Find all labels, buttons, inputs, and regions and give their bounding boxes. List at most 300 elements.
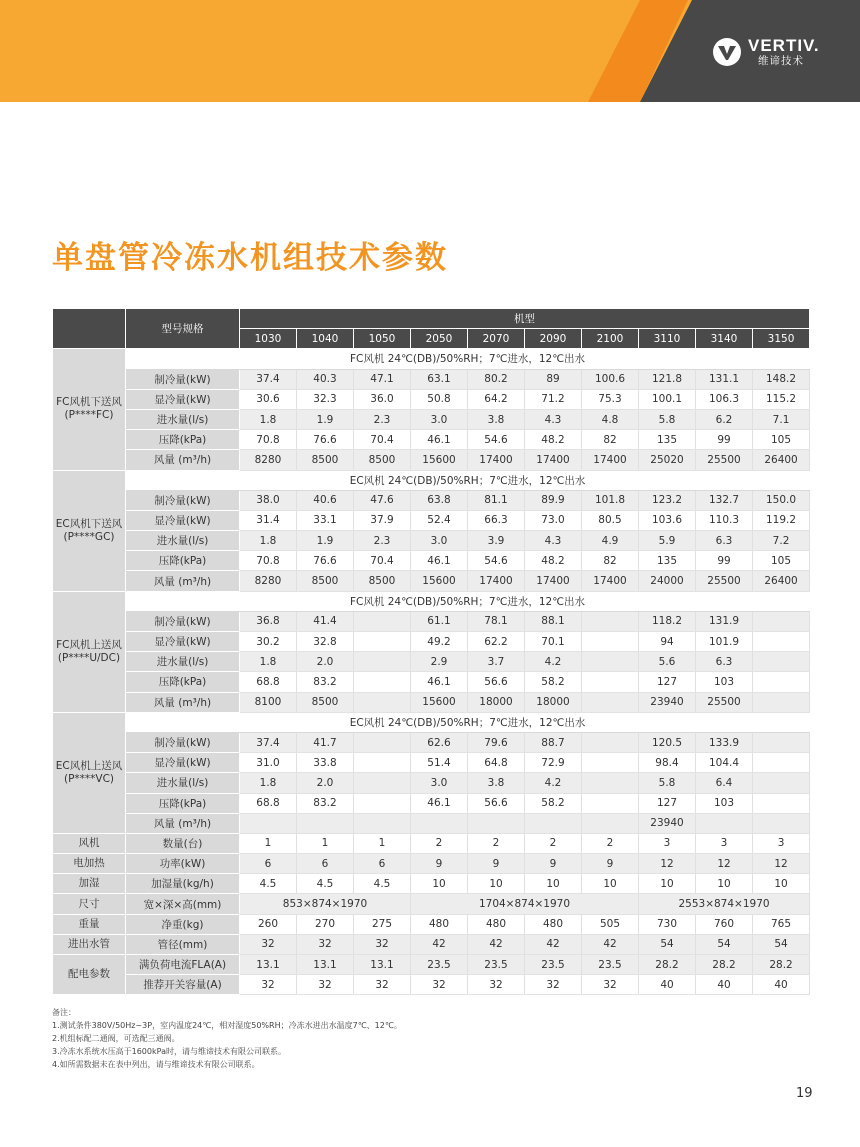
- value-cell: 26400: [753, 450, 810, 470]
- value-cell: 30.6: [240, 389, 297, 409]
- value-cell: 99: [696, 551, 753, 571]
- value-cell: 23.5: [582, 955, 639, 975]
- group-label: EC风机下送风(P****GC): [53, 470, 126, 591]
- value-cell: 1704×874×1970: [411, 894, 639, 914]
- model-cell: 2100: [582, 329, 639, 349]
- value-cell: 15600: [411, 571, 468, 591]
- condition-text: FC风机 24℃(DB)/50%RH；7℃进水，12℃出水: [126, 591, 810, 611]
- value-cell: 52.4: [411, 510, 468, 530]
- value-cell: 765: [753, 914, 810, 934]
- value-cell: 46.1: [411, 793, 468, 813]
- value-cell: 30.2: [240, 632, 297, 652]
- value-cell: 32: [411, 975, 468, 995]
- value-cell: 64.2: [468, 389, 525, 409]
- condition-row: [53, 349, 810, 369]
- value-cell: 105: [753, 551, 810, 571]
- value-cell: 9: [411, 854, 468, 874]
- value-cell: 4.5: [297, 874, 354, 894]
- value-cell: 103: [696, 672, 753, 692]
- value-cell: 1.8: [240, 531, 297, 551]
- value-cell: 40.3: [297, 369, 354, 389]
- table-row: [53, 672, 810, 692]
- value-cell: 101.8: [582, 490, 639, 510]
- value-cell: 81.1: [468, 490, 525, 510]
- page-title: 单盘管冷冻水机组技术参数: [52, 240, 448, 276]
- value-cell: 25500: [696, 571, 753, 591]
- value-cell: 9: [525, 854, 582, 874]
- value-cell: 56.6: [468, 672, 525, 692]
- note-line: 2.机组标配二通阀，可选配三通阀。: [52, 1034, 180, 1043]
- value-cell: 23.5: [411, 955, 468, 975]
- value-cell: 76.6: [297, 430, 354, 450]
- value-cell: 3.8: [468, 409, 525, 429]
- value-cell: 1: [354, 833, 411, 853]
- value-cell: 56.6: [468, 793, 525, 813]
- value-cell: 3.0: [411, 409, 468, 429]
- value-cell: 480: [411, 914, 468, 934]
- value-cell: 104.4: [696, 753, 753, 773]
- table-row: [53, 955, 810, 975]
- value-cell: 2: [468, 833, 525, 853]
- value-cell: 1.8: [240, 773, 297, 793]
- table-row: [53, 692, 810, 712]
- group-label: 电加热: [53, 854, 126, 874]
- value-cell: 8500: [354, 450, 411, 470]
- value-cell: 37.4: [240, 369, 297, 389]
- value-cell: 3: [753, 833, 810, 853]
- value-cell: 7.2: [753, 531, 810, 551]
- value-cell: 82: [582, 430, 639, 450]
- row-label: 制冷量(kW): [126, 732, 240, 752]
- value-cell: 3.0: [411, 773, 468, 793]
- value-cell: 17400: [468, 450, 525, 470]
- value-cell: 760: [696, 914, 753, 934]
- value-cell: 41.4: [297, 611, 354, 631]
- value-cell: 36.0: [354, 389, 411, 409]
- value-cell: 6.2: [696, 409, 753, 429]
- table-row: [53, 450, 810, 470]
- group-label: FC风机下送风(P****FC): [53, 349, 126, 470]
- row-label: 压降(kPa): [126, 793, 240, 813]
- row-label: 加湿量(kg/h): [126, 874, 240, 894]
- row-label: 显冷量(kW): [126, 389, 240, 409]
- value-cell: 28.2: [696, 955, 753, 975]
- value-cell: 18000: [525, 692, 582, 712]
- table-row: [53, 430, 810, 450]
- table-row: [53, 975, 810, 995]
- value-cell: 48.2: [525, 551, 582, 571]
- value-cell: 270: [297, 914, 354, 934]
- value-cell: 28.2: [639, 955, 696, 975]
- value-cell: 68.8: [240, 793, 297, 813]
- value-cell: [753, 753, 810, 773]
- group-label: EC风机上送风(P****VC): [53, 712, 126, 833]
- value-cell: 480: [468, 914, 525, 934]
- condition-row: [53, 470, 810, 490]
- value-cell: 54: [696, 934, 753, 954]
- value-cell: 4.5: [354, 874, 411, 894]
- row-label: 净重(kg): [126, 914, 240, 934]
- value-cell: 1: [297, 833, 354, 853]
- row-label: 功率(kW): [126, 854, 240, 874]
- value-cell: 119.2: [753, 510, 810, 530]
- value-cell: [354, 793, 411, 813]
- value-cell: 70.4: [354, 430, 411, 450]
- value-cell: 32: [240, 975, 297, 995]
- value-cell: 8500: [297, 692, 354, 712]
- row-label: 风量 (m³/h): [126, 571, 240, 591]
- table-row: [53, 510, 810, 530]
- value-cell: 17400: [525, 450, 582, 470]
- value-cell: 46.1: [411, 551, 468, 571]
- value-cell: 70.8: [240, 430, 297, 450]
- value-cell: 10: [753, 874, 810, 894]
- table-row: [53, 934, 810, 954]
- table-row: [53, 611, 810, 631]
- table-row: [53, 773, 810, 793]
- row-label: 风量 (m³/h): [126, 813, 240, 833]
- value-cell: 32.3: [297, 389, 354, 409]
- value-cell: 89: [525, 369, 582, 389]
- value-cell: 32: [354, 934, 411, 954]
- value-cell: 115.2: [753, 389, 810, 409]
- table-row: [53, 894, 810, 914]
- value-cell: 3.7: [468, 652, 525, 672]
- model-header: 机型: [240, 309, 810, 329]
- value-cell: 98.4: [639, 753, 696, 773]
- value-cell: [582, 813, 639, 833]
- value-cell: 6: [240, 854, 297, 874]
- value-cell: 7.1: [753, 409, 810, 429]
- value-cell: 62.2: [468, 632, 525, 652]
- value-cell: 89.9: [525, 490, 582, 510]
- value-cell: 131.1: [696, 369, 753, 389]
- group-label: 加湿: [53, 874, 126, 894]
- value-cell: 480: [525, 914, 582, 934]
- value-cell: 54.6: [468, 551, 525, 571]
- value-cell: 1.9: [297, 531, 354, 551]
- value-cell: 32: [468, 975, 525, 995]
- row-label: 进水量(l/s): [126, 773, 240, 793]
- value-cell: 9: [582, 854, 639, 874]
- row-label: 显冷量(kW): [126, 753, 240, 773]
- table-row: [53, 833, 810, 853]
- row-label: 压降(kPa): [126, 672, 240, 692]
- value-cell: 40: [753, 975, 810, 995]
- value-cell: 118.2: [639, 611, 696, 631]
- value-cell: 40.6: [297, 490, 354, 510]
- table-row: [53, 632, 810, 652]
- condition-text: EC风机 24℃(DB)/50%RH；7℃进水，12℃出水: [126, 470, 810, 490]
- table-row: [53, 793, 810, 813]
- value-cell: 78.1: [468, 611, 525, 631]
- value-cell: 88.1: [525, 611, 582, 631]
- value-cell: 82: [582, 551, 639, 571]
- table-row: [53, 389, 810, 409]
- row-label: 满负荷电流FLA(A): [126, 955, 240, 975]
- value-cell: 1.9: [297, 409, 354, 429]
- value-cell: [354, 652, 411, 672]
- value-cell: 103.6: [639, 510, 696, 530]
- value-cell: 2: [582, 833, 639, 853]
- table-row: [53, 753, 810, 773]
- note-line: 备注：: [52, 1008, 76, 1017]
- value-cell: 88.7: [525, 732, 582, 752]
- value-cell: 72.9: [525, 753, 582, 773]
- value-cell: 121.8: [639, 369, 696, 389]
- value-cell: 133.9: [696, 732, 753, 752]
- row-label: 推荐开关容量(A): [126, 975, 240, 995]
- value-cell: 36.8: [240, 611, 297, 631]
- value-cell: 46.1: [411, 430, 468, 450]
- value-cell: 10: [525, 874, 582, 894]
- value-cell: 10: [582, 874, 639, 894]
- value-cell: [753, 692, 810, 712]
- table-row: [53, 531, 810, 551]
- value-cell: 100.1: [639, 389, 696, 409]
- value-cell: 8280: [240, 571, 297, 591]
- value-cell: 32: [240, 934, 297, 954]
- value-cell: [354, 632, 411, 652]
- value-cell: 38.0: [240, 490, 297, 510]
- value-cell: 42: [525, 934, 582, 954]
- value-cell: [753, 652, 810, 672]
- value-cell: 101.9: [696, 632, 753, 652]
- table-row: [53, 369, 810, 389]
- value-cell: 120.5: [639, 732, 696, 752]
- condition-text: EC风机 24℃(DB)/50%RH；7℃进水，12℃出水: [126, 712, 810, 732]
- value-cell: 148.2: [753, 369, 810, 389]
- value-cell: 1.8: [240, 409, 297, 429]
- value-cell: 1.8: [240, 652, 297, 672]
- value-cell: 5.9: [639, 531, 696, 551]
- value-cell: [354, 773, 411, 793]
- value-cell: [525, 813, 582, 833]
- row-label: 管径(mm): [126, 934, 240, 954]
- value-cell: 80.5: [582, 510, 639, 530]
- value-cell: 24000: [639, 571, 696, 591]
- condition-row: [53, 712, 810, 732]
- group-label: 尺寸: [53, 894, 126, 914]
- row-label: 压降(kPa): [126, 551, 240, 571]
- value-cell: 5.8: [639, 409, 696, 429]
- value-cell: 110.3: [696, 510, 753, 530]
- value-cell: 9: [468, 854, 525, 874]
- value-cell: 4.2: [525, 652, 582, 672]
- value-cell: 15600: [411, 450, 468, 470]
- value-cell: 6.3: [696, 652, 753, 672]
- value-cell: 1: [240, 833, 297, 853]
- row-label: 风量 (m³/h): [126, 692, 240, 712]
- value-cell: 105: [753, 430, 810, 450]
- value-cell: 12: [696, 854, 753, 874]
- value-cell: 3.9: [468, 531, 525, 551]
- model-cell: 3140: [696, 329, 753, 349]
- value-cell: [411, 813, 468, 833]
- value-cell: 94: [639, 632, 696, 652]
- model-cell: 3110: [639, 329, 696, 349]
- value-cell: 33.8: [297, 753, 354, 773]
- value-cell: 68.8: [240, 672, 297, 692]
- value-cell: [240, 813, 297, 833]
- value-cell: 26400: [753, 571, 810, 591]
- model-cell: 3150: [753, 329, 810, 349]
- value-cell: 5.6: [639, 652, 696, 672]
- value-cell: 13.1: [240, 955, 297, 975]
- value-cell: 4.3: [525, 409, 582, 429]
- value-cell: 73.0: [525, 510, 582, 530]
- value-cell: 31.4: [240, 510, 297, 530]
- value-cell: [753, 672, 810, 692]
- value-cell: [354, 813, 411, 833]
- spec-table: [52, 308, 810, 995]
- value-cell: 123.2: [639, 490, 696, 510]
- group-label: FC风机上送风(P****U/DC): [53, 591, 126, 712]
- table-row: [53, 914, 810, 934]
- value-cell: [297, 813, 354, 833]
- value-cell: 13.1: [354, 955, 411, 975]
- value-cell: 10: [411, 874, 468, 894]
- table-row: [53, 874, 810, 894]
- value-cell: 4.3: [525, 531, 582, 551]
- value-cell: 4.8: [582, 409, 639, 429]
- value-cell: 76.6: [297, 551, 354, 571]
- value-cell: 3.0: [411, 531, 468, 551]
- value-cell: 70.4: [354, 551, 411, 571]
- row-label: 制冷量(kW): [126, 611, 240, 631]
- value-cell: 127: [639, 793, 696, 813]
- value-cell: [354, 611, 411, 631]
- value-cell: 33.1: [297, 510, 354, 530]
- value-cell: 2: [411, 833, 468, 853]
- value-cell: 3: [639, 833, 696, 853]
- group-label: 配电参数: [53, 955, 126, 995]
- value-cell: 106.3: [696, 389, 753, 409]
- value-cell: 54: [639, 934, 696, 954]
- value-cell: 54.6: [468, 430, 525, 450]
- value-cell: 132.7: [696, 490, 753, 510]
- value-cell: [582, 632, 639, 652]
- row-label: 制冷量(kW): [126, 490, 240, 510]
- value-cell: 66.3: [468, 510, 525, 530]
- group-label: 进出水管: [53, 934, 126, 954]
- value-cell: 41.7: [297, 732, 354, 752]
- table-row: [53, 490, 810, 510]
- value-cell: 62.6: [411, 732, 468, 752]
- value-cell: [696, 813, 753, 833]
- value-cell: 23.5: [468, 955, 525, 975]
- value-cell: 15600: [411, 692, 468, 712]
- value-cell: 80.2: [468, 369, 525, 389]
- value-cell: 47.6: [354, 490, 411, 510]
- table-row: [53, 813, 810, 833]
- value-cell: 131.9: [696, 611, 753, 631]
- note-line: 1.测试条件380V/50Hz~3P，室内温度24℃，相对湿度50%RH；冷冻水进出水温度7℃、12℃。: [52, 1021, 402, 1030]
- value-cell: [354, 732, 411, 752]
- value-cell: 8500: [354, 571, 411, 591]
- value-cell: 32: [525, 975, 582, 995]
- value-cell: 135: [639, 430, 696, 450]
- value-cell: 12: [753, 854, 810, 874]
- value-cell: 54: [753, 934, 810, 954]
- value-cell: 17400: [582, 450, 639, 470]
- value-cell: 99: [696, 430, 753, 450]
- table-row: [53, 551, 810, 571]
- row-label: 进水量(l/s): [126, 531, 240, 551]
- value-cell: 5.8: [639, 773, 696, 793]
- value-cell: 150.0: [753, 490, 810, 510]
- model-cell: 2050: [411, 329, 468, 349]
- value-cell: 12: [639, 854, 696, 874]
- value-cell: [753, 732, 810, 752]
- value-cell: [582, 773, 639, 793]
- value-cell: 17400: [525, 571, 582, 591]
- value-cell: 50.8: [411, 389, 468, 409]
- value-cell: 505: [582, 914, 639, 934]
- value-cell: 58.2: [525, 672, 582, 692]
- value-cell: [354, 753, 411, 773]
- value-cell: [582, 672, 639, 692]
- value-cell: [582, 753, 639, 773]
- value-cell: [582, 793, 639, 813]
- value-cell: 23.5: [525, 955, 582, 975]
- value-cell: 8500: [297, 571, 354, 591]
- value-cell: [753, 611, 810, 631]
- value-cell: 46.1: [411, 672, 468, 692]
- value-cell: 58.2: [525, 793, 582, 813]
- note-line: 3.冷冻水系统水压高于1600kPa时，请与维谛技术有限公司联系。: [52, 1047, 286, 1056]
- value-cell: 32: [354, 975, 411, 995]
- spec-header: 型号规格: [126, 309, 240, 349]
- value-cell: 70.8: [240, 551, 297, 571]
- brand-name: VERTIV.: [748, 35, 820, 55]
- value-cell: 2553×874×1970: [639, 894, 810, 914]
- value-cell: [468, 813, 525, 833]
- group-label: 风机: [53, 833, 126, 853]
- value-cell: 135: [639, 551, 696, 571]
- value-cell: 37.4: [240, 732, 297, 752]
- value-cell: 2.0: [297, 652, 354, 672]
- value-cell: 32: [297, 934, 354, 954]
- value-cell: 83.2: [297, 793, 354, 813]
- value-cell: 10: [468, 874, 525, 894]
- group-label: 重量: [53, 914, 126, 934]
- condition-row: [53, 591, 810, 611]
- table-corner: [53, 309, 126, 349]
- row-label: 宽×深×高(mm): [126, 894, 240, 914]
- value-cell: 61.1: [411, 611, 468, 631]
- table-row: [53, 571, 810, 591]
- value-cell: 40: [639, 975, 696, 995]
- value-cell: 37.9: [354, 510, 411, 530]
- value-cell: 127: [639, 672, 696, 692]
- row-label: 显冷量(kW): [126, 510, 240, 530]
- row-label: 压降(kPa): [126, 430, 240, 450]
- row-label: 进水量(l/s): [126, 409, 240, 429]
- value-cell: 2.0: [297, 773, 354, 793]
- value-cell: 6.3: [696, 531, 753, 551]
- value-cell: 260: [240, 914, 297, 934]
- value-cell: 13.1: [297, 955, 354, 975]
- value-cell: 8500: [297, 450, 354, 470]
- value-cell: 8100: [240, 692, 297, 712]
- value-cell: 4.9: [582, 531, 639, 551]
- condition-text: FC风机 24℃(DB)/50%RH；7℃进水，12℃出水: [126, 349, 810, 369]
- value-cell: 4.2: [525, 773, 582, 793]
- value-cell: 40: [696, 975, 753, 995]
- value-cell: [582, 692, 639, 712]
- model-cell: 1040: [297, 329, 354, 349]
